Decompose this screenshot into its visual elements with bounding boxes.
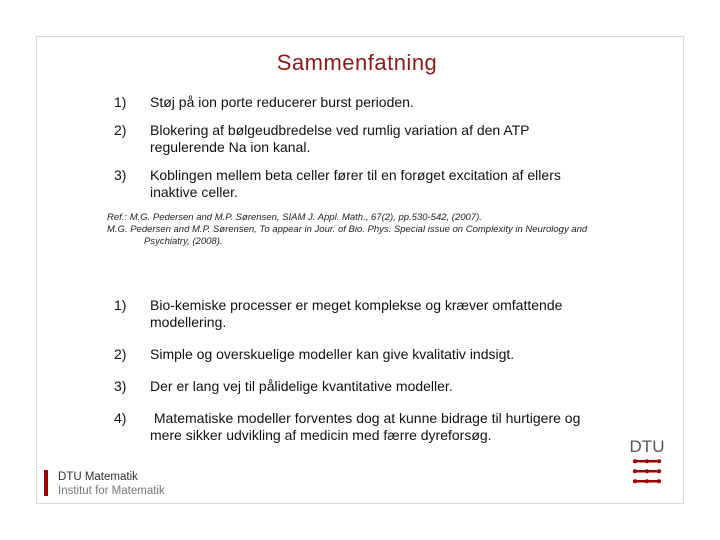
item-text: Simple og overskuelige modeller kan give kvalitativ indsigt. (150, 346, 515, 362)
item-number: 1) (114, 297, 127, 313)
conclusions-list (114, 297, 594, 459)
item-text: Blokering af bølgeudbredelse ved rumlig variation af den ATP regulerende Na ion kanal. (150, 122, 530, 155)
reference-line: M.G. Pedersen and M.P. Sørensen, To appear in Jour. of Bio. Phys. Special issue on Complexity in Neurology and (107, 224, 588, 235)
item-number: 4) (114, 410, 127, 426)
item-text: Bio-kemiske processer er meget komplekse og kræver omfattende modellering. (150, 297, 563, 330)
item-text: Støj på ion porte reducerer burst perioden. (150, 94, 414, 110)
reference-line: Ref.: M.G. Pedersen and M.P. Sørensen, SIAM J. Appl. Math., 67(2), pp.530-542, (2007). (107, 212, 482, 223)
item-text: Koblingen mellem beta celler fører til en forøget excitation af ellers inaktive celler. (150, 167, 561, 200)
slide-title: Sammenfatning (276, 50, 438, 75)
dtu-brand (58, 470, 165, 498)
dtu-brand-bar (44, 470, 48, 496)
item-text: Matematiske modeller forventes dog at kunne bidrage til hurtigere og mere sikker udvikling af medicin med færre dyreforsøg. (150, 410, 585, 443)
item-number: 1) (114, 94, 127, 110)
brand-name: DTU Matematik (58, 471, 138, 483)
item-text: Der er lang vej til pålidelige kvantitative modeller. (150, 378, 453, 394)
brand-subtitle: Institut for Matematik (58, 485, 165, 497)
references (107, 212, 667, 248)
reference-line: Psychiatry, (2008). (144, 236, 223, 247)
list-item (114, 346, 594, 363)
item-number: 3) (114, 378, 127, 394)
item-number: 2) (114, 346, 127, 362)
item-number: 3) (114, 167, 127, 183)
list-item (114, 297, 594, 331)
list-item (114, 378, 594, 395)
list-item (114, 410, 594, 444)
results-list (114, 94, 594, 212)
logo-text: DTU (630, 437, 664, 456)
list-item (114, 122, 594, 156)
list-item (114, 94, 594, 111)
list-item (114, 167, 594, 201)
dtu-logo-icon (630, 436, 664, 488)
item-number: 2) (114, 122, 127, 138)
